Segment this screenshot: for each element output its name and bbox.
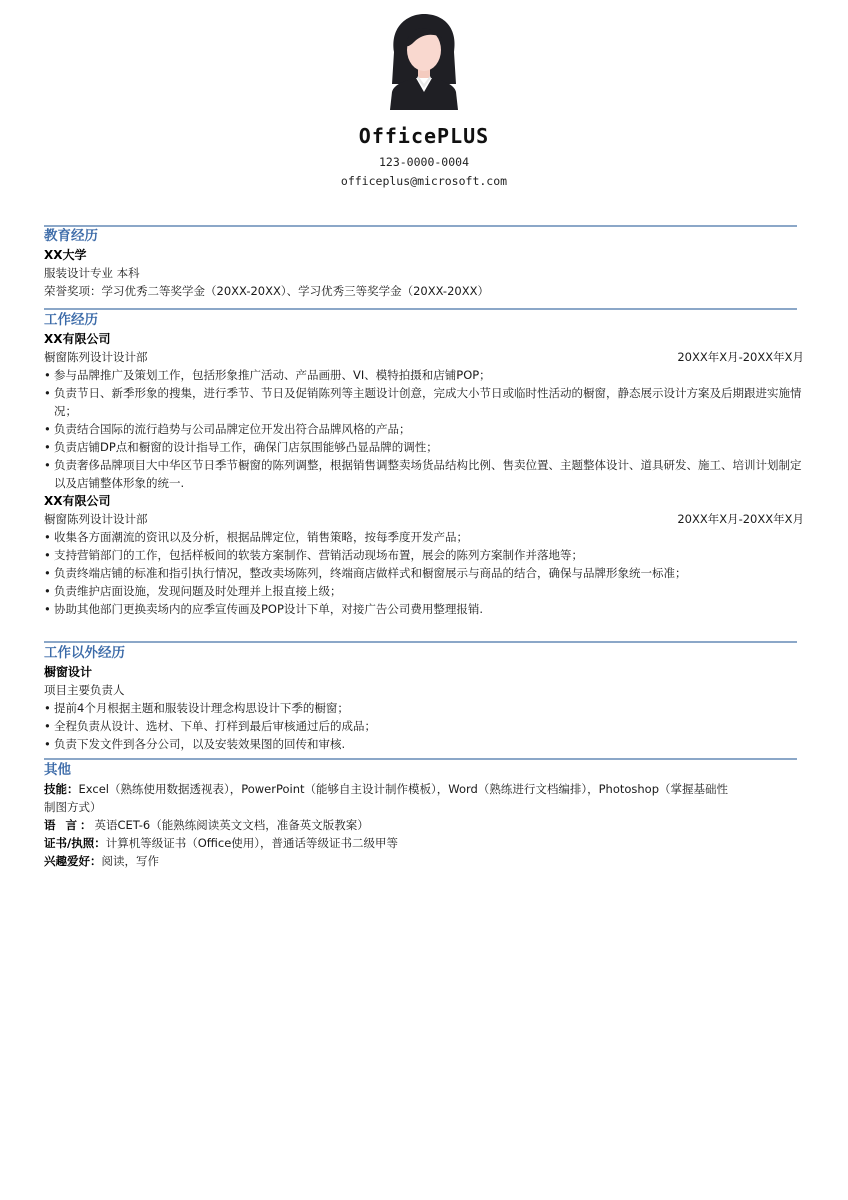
extra-experience-section — [44, 643, 804, 753]
job-duty: • 负责节日、新季形象的搜集，进行季节、节日及促销陈列等主题设计创意，完成大小节日或临时性活动的橱窗，静态展示设计方案及后期跟进实施情况； — [44, 384, 804, 420]
certificate-label: 证书/执照： — [44, 836, 106, 850]
certificate-row — [44, 834, 804, 852]
job-duty: • 负责终端店铺的标准和指引执行情况，整改卖场陈列，终端商店做样式和橱窗展示与商品的结合，确保与品牌形象统一标准； — [44, 564, 804, 582]
honors-awards: 荣誉奖项：学习优秀二等奖学金（20XX-20XX）、学习优秀三等奖学金（20XX-20XX） — [44, 284, 489, 298]
female-avatar-icon — [384, 12, 464, 110]
certificate-value: 计算机等级证书（Office使用），普通话等级证书二级甲等 — [105, 836, 399, 850]
section-title: 工作经历 — [44, 312, 98, 328]
hobby-value: 阅读，写作 — [101, 854, 159, 868]
candidate-name: OfficePLUS — [358, 124, 490, 148]
language-row — [44, 816, 804, 834]
company-name: XX有限公司 — [44, 494, 111, 508]
skills-label: 技能： — [44, 782, 79, 796]
job-duty: • 负责奢侈品牌项目大中华区节日季节橱窗的陈列调整，根据销售调整卖场货品结构比例、售卖位置、主题整体设计、道具研发、施工、培训计划制定以及店铺整体形象的统一. — [44, 456, 804, 492]
job-header — [44, 348, 804, 366]
skills-row — [44, 780, 804, 798]
section-title: 教育经历 — [44, 228, 98, 244]
language-value: 英语CET-6（能熟练阅读英文文档，准备英文版教案） — [94, 818, 369, 832]
job-duty: • 协助其他部门更换卖场内的应季宣传画及POP设计下单，对接广告公司费用整理报销. — [44, 600, 804, 618]
other-section — [44, 760, 804, 870]
job-duty: • 负责维护店面设施，发现问题及时处理并上报直接上级； — [44, 582, 804, 600]
hobby-label: 兴趣爱好： — [44, 854, 102, 868]
major-degree: 服装设计专业 本科 — [44, 266, 140, 280]
phone-number: 123-0000-0004 — [378, 155, 469, 169]
section-title: 工作以外经历 — [44, 645, 125, 661]
job-duty: • 支持营销部门的工作，包括样板间的软装方案制作、营销活动现场布置，展会的陈列方案制作并落地等； — [44, 546, 804, 564]
project-role: 项目主要负责人 — [44, 683, 125, 697]
skills-continuation: 制图方式） — [44, 800, 102, 814]
school-name: XX大学 — [44, 248, 87, 262]
job-period: 20XX年X月-20XX年X月 — [677, 350, 804, 364]
project-duty: • 提前4个月根据主题和服装设计理念构思设计下季的橱窗； — [44, 699, 804, 717]
job-duty: • 负责结合国际的流行趋势与公司品牌定位开发出符合品牌风格的产品； — [44, 420, 804, 438]
project-duty: • 全程负责从设计、选材、下单、打样到最后审核通过后的成品； — [44, 717, 804, 735]
company-name: XX有限公司 — [44, 332, 111, 346]
job-duty: • 收集各方面潮流的资讯以及分析，根据品牌定位，销售策略，按每季度开发产品； — [44, 528, 804, 546]
email-address: officeplus@microsoft.com — [340, 174, 508, 188]
education-section — [44, 226, 804, 300]
job-position: 橱窗陈列设计设计部 — [44, 512, 148, 526]
project-duty: • 负责下发文件到各分公司，以及安装效果图的回传和审核. — [44, 735, 804, 753]
skills-value: Excel（熟练使用数据透视表），PowerPoint（能够自主设计制作模板），Word（熟练进行文档编排），Photoshop（掌握基础性 — [78, 782, 729, 796]
hobby-row — [44, 852, 804, 870]
job-duty: • 负责店铺DP点和橱窗的设计指导工作，确保门店氛围能够凸显品牌的调性； — [44, 438, 804, 456]
job-period: 20XX年X月-20XX年X月 — [677, 512, 804, 526]
job-header — [44, 510, 804, 528]
avatar — [384, 12, 464, 110]
section-title: 其他 — [44, 762, 71, 778]
work-section — [44, 310, 804, 618]
job-position: 橱窗陈列设计设计部 — [44, 350, 148, 364]
language-label: 语 言： — [44, 818, 95, 832]
job-duty: • 参与品牌推广及策划工作，包括形象推广活动、产品画册、VI、模特拍摄和店铺POP； — [44, 366, 804, 384]
project-name: 橱窗设计 — [44, 665, 93, 679]
